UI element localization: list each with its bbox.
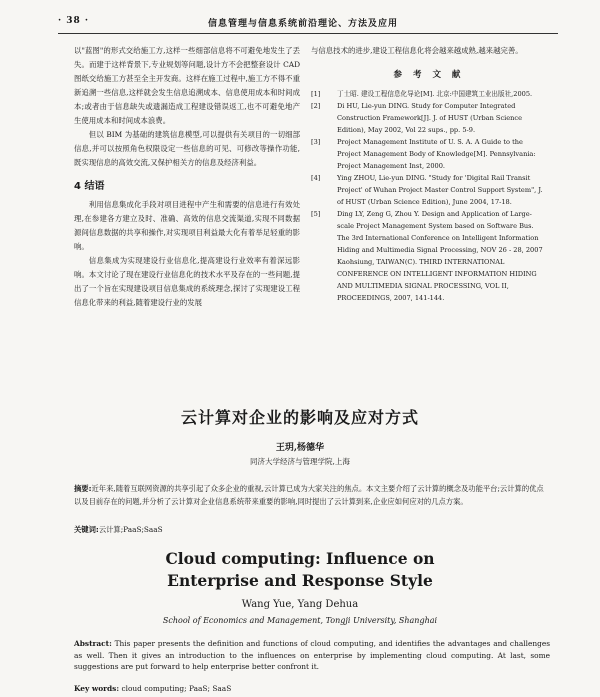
reference-item	[311, 100, 547, 136]
cn-abstract-label: 摘要:	[74, 484, 92, 493]
header-rule	[58, 33, 558, 34]
left-paragraph-1: 以"蓝图"的形式交给施工方,这样一些细部信息将不可避免地发生了丢失。而建于这样背景下,专业规划等问题,设计方不会把整套设计 CAD 图纸交给施工方甚至全主开发商。这样在施工过程中,施工方不得不重新追溯一些信息,这样就会发生信息追溯成本、信息使用成本和时间成本;或者由于信息缺失或遗漏造成工程建设错误返工,也不可避免地产生使用成本和时间成本浪费。	[74, 46, 300, 125]
en-keywords-label: Key words:	[74, 684, 120, 693]
reference-number: [5]	[311, 210, 321, 218]
right-column	[311, 44, 547, 304]
left-paragraph-2: 但以 BIM 为基础的建筑信息模型,可以提供有关项目的一切细部信息,并可以按照角色权限设定一些信息的可见、可修改等操作功能,既实现信息的高效交流,又保护相关方的信息及经济利益。	[74, 130, 300, 167]
reference-text: Di HU, Lie-yun DING. Study for Computer Integrated Construction Framework[J]. J. of HUST (Urban Science Edition), May 2002, Vol 22 sups., pp. 5-9.	[337, 102, 522, 134]
cn-article-title: 云计算对企业的影响及应对方式	[180, 408, 419, 427]
cn-article-authors: 王玥,杨德华	[275, 443, 325, 453]
right-paragraph-continued: 与信息技术的进步,建设工程信息化将会越来越成熟,越来越完善。	[311, 46, 523, 55]
left-paragraph-3: 利用信息集成化手段对项目进程中产生和需要的信息进行有效处理,在参建各方建立及时、准确、高效的信息交流渠道,实现不同数据源间信息数据的共享和操作,对实现项目利益最大化有着举足轻重的影响。	[74, 200, 300, 251]
section-heading-conclusion: 4 结语	[74, 181, 105, 192]
reference-text: Ding LY, Zeng G, Zhou Y. Design and Application of Large-scale Project Management System based on Software Bus. The 3rd International Conference on Intelligent Information Hiding and Multimedia Signal Processing, NOV 26 - 28, 2007 Kaohsiung, TAIWAN(C). THIRD INTERNATIONAL CONFERENCE ON INTELLIGENT INFORMATION HIDING AND MULTIMEDIA SIGNAL PROCESSING, VOL II, PROCEEDINGS, 2007, 141-144.	[337, 210, 543, 302]
en-title-line-1: Cloud computing: Influence on	[165, 549, 435, 568]
reference-list	[311, 88, 547, 304]
en-title-line-2: Enterprise and Response Style	[167, 571, 433, 590]
reference-text: Ying ZHOU, Lie-yun DING. "Study for 'Digital Rail Transit Project' of Wuhan Project Master Control Support System", J. of HUST (Urban Science Edition), June 2004, 17-18.	[337, 174, 543, 206]
reference-item	[311, 208, 547, 304]
reference-item	[311, 136, 547, 172]
cn-keywords-text: 云计算;PaaS;SaaS	[98, 525, 163, 534]
cn-keywords-label: 关键词:	[74, 525, 99, 534]
en-article-authors: Wang Yue, Yang Dehua	[241, 599, 359, 610]
reference-item	[311, 88, 547, 100]
left-column	[74, 44, 300, 310]
cn-abstract-text: 近年来,随着互联网资源的共享引起了众多企业的重视,云计算已成为大家关注的焦点。本文主要介绍了云计算的概念及功能平台;云计算的优点以及目前存在的问题,并分析了云计算对企业信息系统带来重要的影响,同时提出了云计算到来,企业应如何应对的几点方案。	[74, 484, 544, 506]
reference-text: Project Management Institute of U. S. A. A Guide to the Project Management Body of Knowledge[M]. Pennsylvania: Project Management Inst, 2000.	[337, 138, 536, 170]
cn-article-affiliation: 同济大学经济与管理学院,上海	[250, 457, 350, 466]
journal-title: 信息管理与信息系统前沿理论、方法及应用	[208, 19, 399, 29]
en-abstract	[74, 638, 550, 673]
reference-number: [4]	[311, 174, 321, 182]
cn-abstract	[74, 482, 550, 508]
left-paragraph-4: 信息集成为实现建设行业信息化,提高建设行业效率有着深远影响。本文讨论了现在建设行业信息化的技术水平及存在的一些问题,提出了一个旨在实现建设项目信息集成的系统理念,探讨了实现建设工程信息化带来的利益,随着建设行业的发展	[74, 256, 300, 307]
reference-item	[311, 172, 547, 208]
en-article-title	[0, 548, 600, 592]
references-title: 参 考 文 献	[393, 70, 465, 80]
en-keywords-text: cloud computing; PaaS; SaaS	[121, 684, 232, 693]
reference-number: [2]	[311, 102, 321, 110]
en-abstract-label: Abstract:	[74, 639, 112, 648]
en-article-affiliation: School of Economics and Management, Tongji University, Shanghai	[162, 616, 438, 625]
reference-text: 丁士昭. 建设工程信息化导论[M]. 北京:中国建筑工业出版社,2005.	[337, 90, 533, 98]
cn-keywords	[74, 525, 550, 535]
reference-number: [1]	[311, 90, 321, 98]
running-header	[58, 14, 558, 32]
reference-number: [3]	[311, 138, 321, 146]
page-number: · 38 ·	[58, 16, 90, 26]
en-abstract-text: This paper presents the definition and functions of cloud computing, and identifies the advantages and challenges as well. Then it gives an introduction to the influences on enterprise by implementing cloud computing. At last, some suggestions are put forward to help enterprise better confront it.	[74, 639, 550, 671]
en-keywords	[74, 684, 550, 693]
